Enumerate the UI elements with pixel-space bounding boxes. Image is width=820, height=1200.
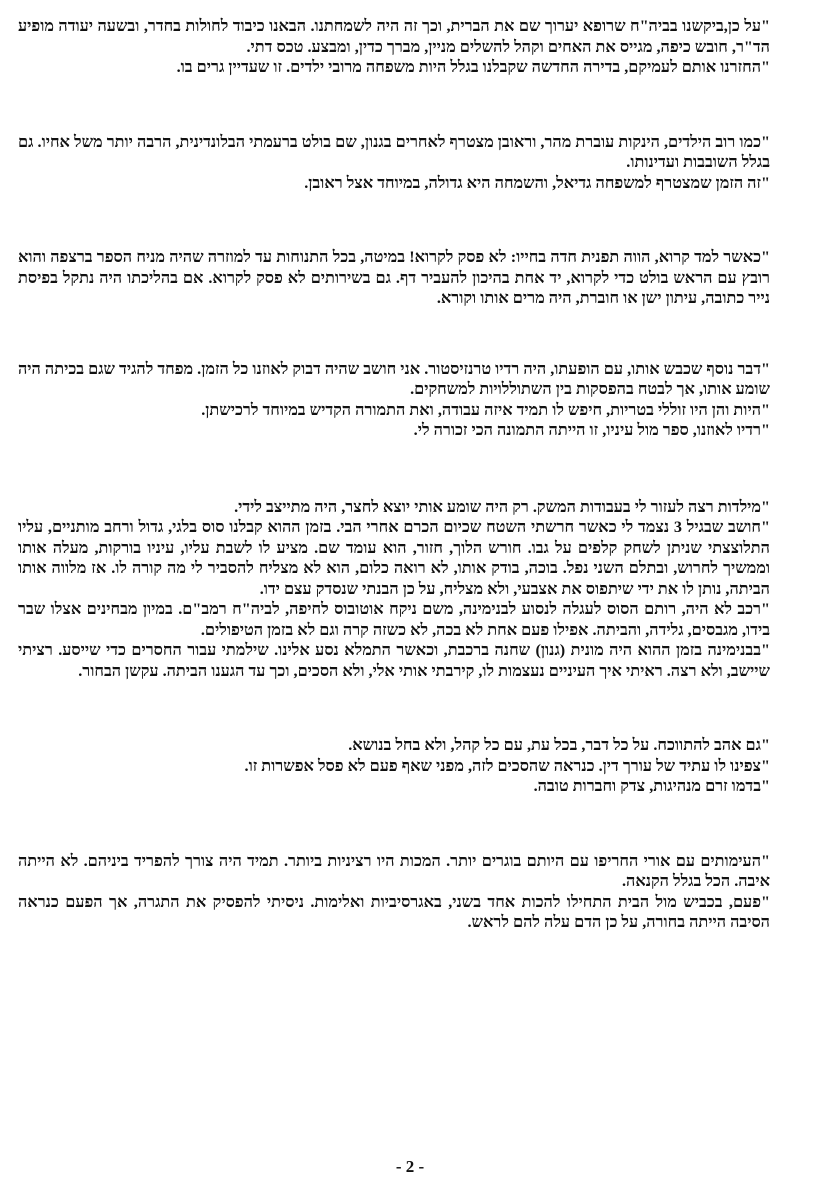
paragraph: "זה הזמן שמצטרף למשפחה גדיאל, והשמחה היא גדולה, במיוחד אצל ראובן. — [304, 173, 770, 192]
paragraph-gap — [18, 193, 770, 247]
paragraph: "צפינו לו עתיד של עורך דין. כנראה שהסכים לזה, מפני שאף פעם לא פסל אפשרות זו. — [244, 756, 770, 775]
paragraph: "פעם, בכביש מול הבית התחילו להכות אחד בשני, באגרסיביות ואלימות. ניסיתי להפסיק את התגרה, אך הפעם כנראה הסיבה הייתה בחורה, על כן הדם עלה להם לראש. — [18, 892, 770, 931]
paragraph: "דבר נוסף שכבש אותו, עם הופעתו, היה רדיו טרנזיסטור. אני חושב שהיה דבוק לאוזנו כל הזמן. מפחד להגיד שגם בכיתה היה שומע אותו, אך לבטח בהפסקות בין השתוללויות למשחקים. — [18, 359, 770, 398]
paragraph-gap — [18, 441, 770, 497]
paragraph: "רדיו לאוזנו, ספר מול עיניו, זו הייתה התמונה הכי זכורה לי. — [413, 421, 770, 439]
paragraph: "גם אהב להתווכח. על כל דבר, בכל עת, עם כל קהל, ולא בחל בנושא. — [348, 736, 770, 754]
paragraph-gap — [18, 78, 770, 132]
paragraph: "בבנימינה בזמן ההוא היה מונית (גנון) שחנה ברכבת, וכאשר התמלא נסע אלינו. שילמתי עבור החסרים כדי שייסע. רציתי שיישב, ולא רצה. ראיתי איך העיניים נעצמות לו, קירבתי אותי אלי, ולא הסכים, וכך עד הגענו הביתה. עקשן הבחור. — [18, 641, 770, 680]
paragraph-gap — [18, 797, 770, 851]
paragraph: "כמו רוב הילדים, הינקות עוברת מהר, וראובן מצטרף לאחרים בגנון, שם בולט ברעמתי הבלונדינית, הרבה יותר משל אחיו. גם בגלל השובבות ועדינותו. — [18, 132, 770, 171]
paragraph-gap — [18, 309, 770, 359]
paragraph: "העימותים עם אורי החריפו עם היותם בוגרים יותר. המכות היו רציניות ביותר. תמיד היה צורך להפריד ביניהם. לא הייתה איבה. הכל בגלל הקנאה. — [18, 851, 770, 890]
paragraph: "כאשר למד קרוא, הווה תפנית חדה בחייו: לא פסק לקרוא! במיטה, בכל התנוחות עד למוזרה שהיה מניח הספר ברצפה והוא רובץ עם הראש בולט כדי לקרוא, יד אחת בהיכון להעביר דף. גם בשירותים לא פסק לקרוא. אם בהליכתו היה נתקל בפיסת נייר כתובה, עיתון ישן או חוברת, היה מרים אותו וקורא. — [18, 248, 770, 307]
page-number: - 2 - — [395, 1157, 425, 1176]
document-body — [18, 16, 770, 933]
paragraph: "מילדות רצה לעזור לי בעבודות המשק. רק היה שומע אותי יוצא לחצר, היה מתייצב לידי. — [234, 497, 770, 516]
paragraph: "החזרנו אותם לעמיקם, בדירה החדשה שקבלנו בגלל היות משפחה מרובי ילדים. זו שעדיין גרים בו. — [176, 58, 770, 76]
paragraph: "על כן,ביקשנו בביה"ח שרופא יערוך שם את הברית, וכך זה היה לשמחתנו. הבאנו כיבוד לחולות בחדר, ובשעה יעודה מופיע הד"ר, חובש כיפה, מגייס את האחים וקהל להשלים מניין, מברך כדין, ומבצע. טכס דתי. — [18, 17, 770, 56]
paragraph: "חושב שבגיל 3 נצמד לי כאשר חרשתי השטח שכיום הכרם אחרי הבי. בזמן ההוא קבלנו סוס בלגי, גדול ורחב מותניים, עליו התלוצצתי שניתן לשחק קלפים על גבו. חורש הלוך, חזור, הוא עומד שם. מציע לו לשבת עליו, עיניו בורקות, מעלה אותו וממשיך לחרוש, ובתלם השני נפל. בוכה, בודק אותו, לא רואה כלום, הוא לא מצליח להסביר לי מה קורה לו. אז מלווה אותו הביתה, נותן לו את ידי שיתפוס את אצבעי, ולא מצליח, על כן הבנתי שנסדק עצם ידו. — [18, 518, 770, 598]
paragraph-gap — [18, 681, 770, 735]
paragraph: "רכב לא היה, רותם הסוס לעגלה לנסוע לבנימינה, משם ניקח אוטובוס לחיפה, לביה"ח רמב"ם. במיון מבחינים אצלו שבר בידו, מגבסים, גלידה, והביתה. אפילו פעם אחת לא בכה, לא כשזה קרה וגם לא בזמן הטיפולים. — [18, 600, 770, 639]
paragraph: "בדמו זרם מנהיגות, צדק וחברות טובה. — [533, 777, 770, 795]
paragraph: "היות והן היו זוללי בטריות, חיפש לו תמיד איזה עבודה, ואת התמורה הקדיש במיוחד לרכישתן. — [201, 400, 770, 419]
